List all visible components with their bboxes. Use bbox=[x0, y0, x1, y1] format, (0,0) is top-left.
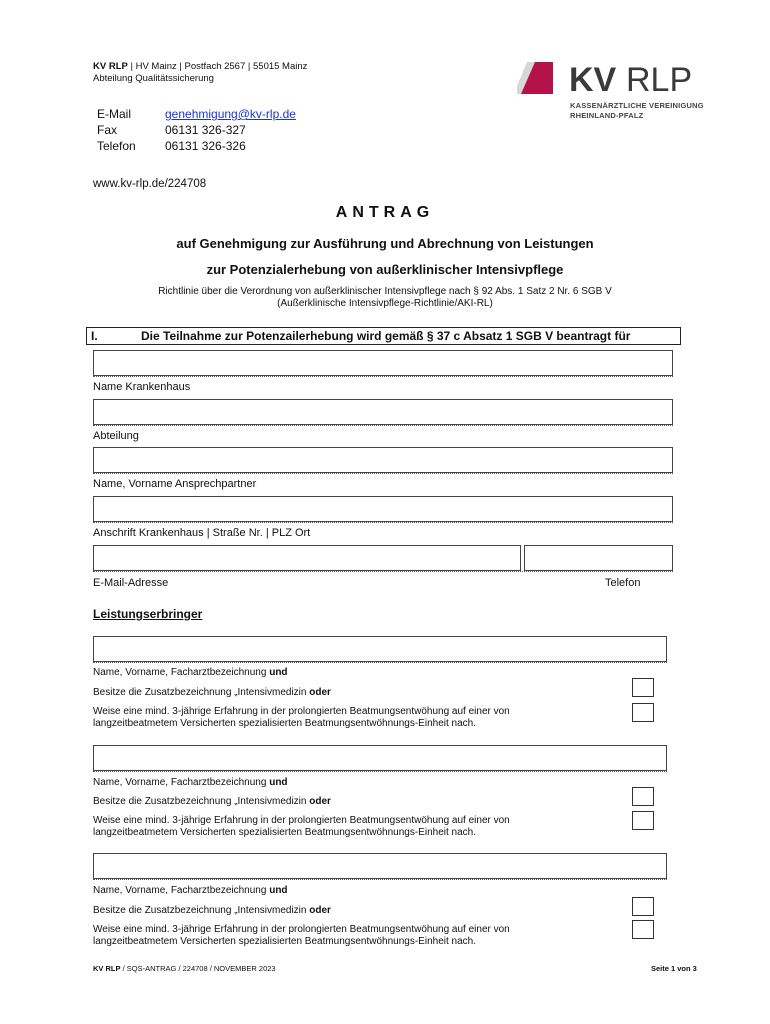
contact-person-label: Name, Vorname Ansprechpartner bbox=[93, 478, 257, 490]
fax-label: Fax bbox=[97, 123, 118, 137]
section-number: I. bbox=[91, 329, 98, 343]
provider-2-name-label: Name, Vorname, Facharztbezeichnung und bbox=[93, 777, 288, 788]
page-number: Seite 1 von 3 bbox=[651, 964, 697, 973]
provider-1-name-label: Name, Vorname, Facharztbezeichnung und bbox=[93, 667, 288, 678]
sender-header bbox=[93, 61, 307, 85]
email-label: E-Mail bbox=[97, 107, 132, 121]
hospital-name-field[interactable] bbox=[93, 350, 673, 376]
contact-block bbox=[97, 106, 296, 154]
provider-1-experience-checkbox[interactable] bbox=[632, 703, 654, 722]
phone-label-field: Telefon bbox=[605, 577, 641, 589]
phone-field[interactable] bbox=[524, 545, 673, 571]
provider-2-qualification-label: Besitze die Zusatzbezeichnung „Intensivmedizin oder bbox=[93, 796, 331, 807]
email-address-field[interactable] bbox=[93, 545, 521, 571]
provider-3-qualification-label: Besitze die Zusatzbezeichnung „Intensivmedizin oder bbox=[93, 905, 331, 916]
provider-3-name-field[interactable] bbox=[93, 853, 667, 879]
document-title: ANTRAG bbox=[335, 204, 435, 221]
logo-rlp-text: RLP bbox=[626, 61, 693, 99]
logo-kv-text: KV bbox=[569, 61, 617, 99]
document-subtitle-2: zur Potenzialerhebung von außerklinischer Intensivpflege bbox=[206, 262, 564, 277]
provider-3-experience-label: Weise eine mind. 3-jährige Erfahrung in der prolongierten Beatmungsentwöhung auf einer von langzeitbeatmetem Versicherten spezialisierten Beatmungsentwöhnungs-Einheit nach. bbox=[93, 924, 510, 947]
logo-subtitle: KASSENÄRZTLICHE VEREINIGUNG RHEINLAND-PFALZ bbox=[570, 101, 704, 120]
section-header bbox=[86, 327, 681, 345]
document-subtitle-1: auf Genehmigung zur Ausführung und Abrechnung von Leistungen bbox=[176, 236, 594, 251]
fax-value: 06131 326-327 bbox=[165, 123, 246, 137]
guideline-text: Richtlinie über die Verordnung von außerklinischer Intensivpflege nach § 92 Abs. 1 Satz 2 Nr. 6 SGB V (Außerklinische Intensivpflege-Richtlinie/AKI-RL) bbox=[158, 286, 612, 309]
provider-1-name-field[interactable] bbox=[93, 636, 667, 662]
provider-1-qualification-checkbox[interactable] bbox=[632, 678, 654, 697]
phone-value: 06131 326-326 bbox=[165, 139, 246, 153]
hospital-address-field[interactable] bbox=[93, 496, 673, 522]
department-field[interactable] bbox=[93, 399, 673, 425]
provider-3-name-label: Name, Vorname, Facharztbezeichnung und bbox=[93, 885, 288, 896]
section-text: Die Teilnahme zur Potenzailerhebung wird gemäß § 37 c Absatz 1 SGB V beantragt für bbox=[141, 329, 631, 343]
department-line: Abteilung Qualitätssicherung bbox=[93, 73, 214, 84]
email-link[interactable]: genehmigung@kv-rlp.de bbox=[165, 107, 296, 121]
department-label: Abteilung bbox=[93, 430, 139, 442]
hospital-address-label: Anschrift Krankenhaus | Straße Nr. | PLZ Ort bbox=[93, 527, 311, 539]
provider-2-experience-label: Weise eine mind. 3-jährige Erfahrung in der prolongierten Beatmungsentwöhung auf einer von langzeitbeatmetem Versicherten spezialisierten Beatmungsentwöhnungs-Einheit nach. bbox=[93, 815, 510, 838]
email-address-label: E-Mail-Adresse bbox=[93, 577, 169, 589]
phone-label: Telefon bbox=[97, 139, 136, 153]
provider-1-experience-label: Weise eine mind. 3-jährige Erfahrung in der prolongierten Beatmungsentwöhung auf einer von langzeitbeatmetem Versicherten spezialisierten Beatmungsentwöhnungs-Einheit nach. bbox=[93, 706, 510, 729]
providers-heading: Leistungserbringer bbox=[93, 607, 203, 621]
provider-1-qualification-label: Besitze die Zusatzbezeichnung „Intensivmedizin oder bbox=[93, 687, 331, 698]
provider-3-qualification-checkbox[interactable] bbox=[632, 897, 654, 916]
org-name: KV RLP bbox=[93, 61, 128, 72]
website-url: www.kv-rlp.de/224708 bbox=[93, 178, 207, 190]
org-address: | HV Mainz | Postfach 2567 | 55015 Mainz bbox=[127, 61, 308, 72]
provider-3-experience-checkbox[interactable] bbox=[632, 920, 654, 939]
contact-person-field[interactable] bbox=[93, 447, 673, 473]
provider-2-qualification-checkbox[interactable] bbox=[632, 787, 654, 806]
hospital-name-label: Name Krankenhaus bbox=[93, 381, 191, 393]
provider-2-experience-checkbox[interactable] bbox=[632, 811, 654, 830]
provider-2-name-field[interactable] bbox=[93, 745, 667, 771]
footer-left: KV RLP / SQS-ANTRAG / 224708 / NOVEMBER 2023 bbox=[93, 964, 276, 973]
